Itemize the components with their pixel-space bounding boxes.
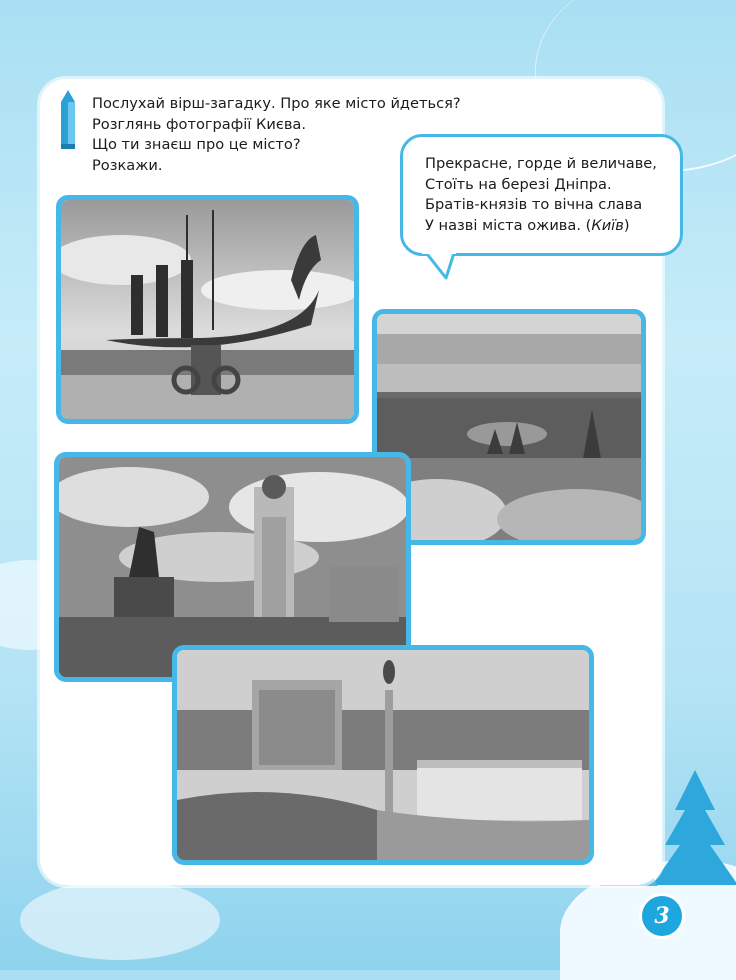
task-line: Розглянь фотографії Києва. [92, 115, 307, 133]
riddle-line: Прекрасне, горде й величаве, [425, 155, 657, 172]
riddle-answer: Київ [591, 216, 624, 234]
photo-maidan [172, 645, 594, 865]
riddle-line: Братів-князів то вічна слава [425, 196, 643, 213]
background-snow-bottom [20, 880, 220, 960]
task-line: Розкажи. [92, 156, 163, 174]
pencil-icon [57, 90, 79, 150]
bubble-tail [420, 250, 460, 280]
riddle-line: Стоїть на березі Дніпра. [425, 175, 612, 193]
photo-dnipro-panorama [372, 309, 646, 545]
riddle-line-text: У назві міста ожива. ( [425, 216, 592, 234]
task-line: Послухай вірш-загадку. Про яке місто йдеться? [92, 95, 461, 112]
task-line: Що ти знаєш про це місто? [92, 136, 301, 153]
photo-founders-monument [56, 195, 359, 424]
riddle-text [425, 154, 657, 236]
fir-tree-large [650, 770, 736, 890]
page-number: 3 [642, 896, 682, 936]
riddle-line-text: ) [623, 216, 630, 234]
riddle-line [425, 216, 657, 237]
